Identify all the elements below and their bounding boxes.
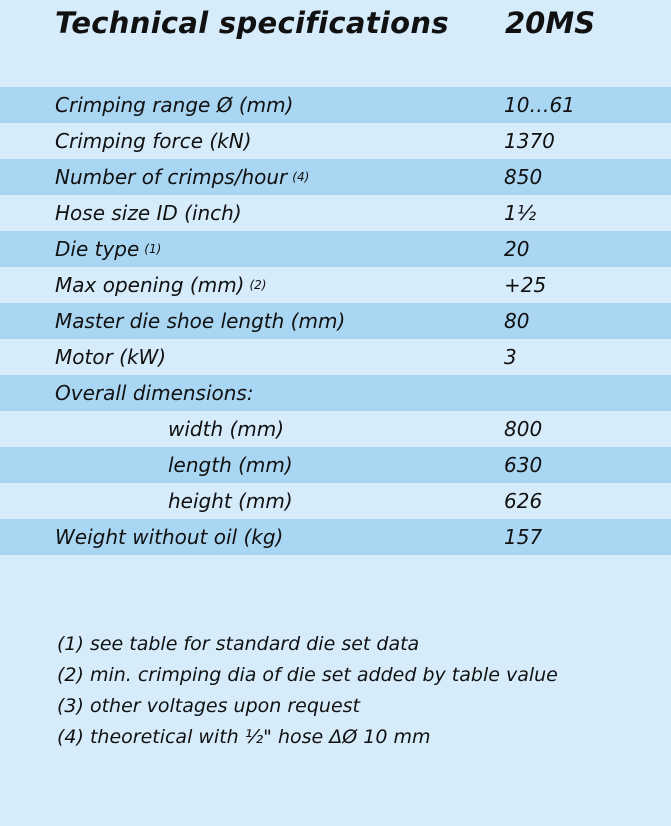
spec-label: length (mm) — [168, 453, 293, 477]
spec-row-crimping-force — [0, 123, 671, 159]
spec-label: width (mm) — [168, 417, 285, 441]
spec-row-max-opening — [0, 267, 671, 303]
spec-value: 80 — [504, 309, 530, 333]
spec-value: 20 — [504, 237, 530, 261]
spec-label: Number of crimps/hour (4) — [55, 165, 310, 189]
spec-value: 1½ — [504, 201, 537, 225]
spec-row-length — [0, 447, 671, 483]
spec-label: Motor (kW) — [55, 345, 167, 369]
spec-label: Die type (1) — [55, 237, 162, 261]
page-title: Technical specifications — [55, 6, 449, 40]
spec-header — [0, 0, 671, 52]
spec-row-weight — [0, 519, 671, 555]
spec-value: 630 — [504, 453, 543, 477]
spec-row-die-shoe-length — [0, 303, 671, 339]
spec-table — [0, 87, 671, 555]
spec-label: Crimping range Ø (mm) — [55, 93, 294, 117]
spec-row-width — [0, 411, 671, 447]
spec-value: 1370 — [504, 129, 555, 153]
spec-label: Max opening (mm) (2) — [55, 273, 267, 297]
spec-row-crimping-range — [0, 87, 671, 123]
model-name: 20MS — [505, 6, 596, 40]
spec-label: Overall dimensions: — [55, 381, 254, 405]
footnote: (1) see table for standard die set data — [57, 633, 420, 655]
spec-value: 157 — [504, 525, 543, 549]
spec-label: Weight without oil (kg) — [55, 525, 284, 549]
spec-value: 800 — [504, 417, 543, 441]
spec-label: Hose size ID (inch) — [55, 201, 242, 225]
spec-row-crimps-per-hour — [0, 159, 671, 195]
spec-value: 850 — [504, 165, 543, 189]
spec-label: Master die shoe length (mm) — [55, 309, 346, 333]
footnote-ref: (4) — [292, 170, 310, 184]
spec-row-height — [0, 483, 671, 519]
footnote-ref: (2) — [249, 278, 267, 292]
footnote: (2) min. crimping dia of die set added by table value — [57, 664, 558, 686]
footnote: (4) theoretical with ½" hose ΔØ 10 mm — [57, 726, 431, 748]
spec-row-die-type — [0, 231, 671, 267]
footnotes — [57, 629, 558, 753]
spec-label: Crimping force (kN) — [55, 129, 252, 153]
spec-row-overall-dimensions — [0, 375, 671, 411]
spec-value: 3 — [504, 345, 517, 369]
spec-value: 10…61 — [504, 93, 575, 117]
spec-row-hose-size — [0, 195, 671, 231]
spec-row-motor — [0, 339, 671, 375]
footnote: (3) other voltages upon request — [57, 695, 360, 717]
footnote-ref: (1) — [144, 242, 162, 256]
spec-value: +25 — [504, 273, 547, 297]
spec-label: height (mm) — [168, 489, 293, 513]
spec-value: 626 — [504, 489, 543, 513]
